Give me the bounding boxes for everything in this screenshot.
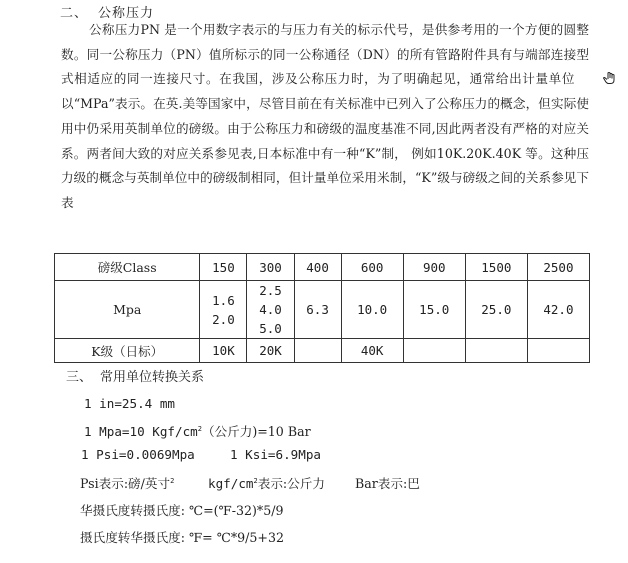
section-2-title: 公称压力 (98, 6, 155, 21)
conversion-ksi: 1 Ksi=6.9Mpa (230, 447, 321, 462)
nominal-pressure-paragraph (61, 18, 589, 216)
table-cell: 1500 (465, 254, 527, 281)
superscript: 2 (197, 424, 202, 433)
definition-kgf-a: kgf/cm (208, 476, 254, 491)
class-k-comparison-table (54, 253, 590, 363)
table-cell: 600 (341, 254, 403, 281)
table-row-class (55, 254, 590, 281)
table-cell (294, 339, 341, 363)
table-cell: 400 (294, 254, 341, 281)
definition-psi-text: Psi表示:磅/英寸 (80, 476, 171, 491)
table-cell: 300 (247, 254, 294, 281)
section-3-heading (66, 366, 204, 385)
table-cell: 40K (341, 339, 403, 363)
superscript: 2 (170, 476, 175, 485)
table-cell: 15.0 (403, 281, 465, 339)
section-3-number: 三、 (66, 370, 93, 385)
conversion-mpa-a: 1 Mpa=10 Kgf/cm (84, 424, 198, 439)
table-cell: 25.0 (465, 281, 527, 339)
superscript: 2 (253, 476, 258, 485)
definition-bar: Bar表示:巴 (355, 476, 420, 491)
table-cell (465, 339, 527, 363)
table-cell: 20K (247, 339, 294, 363)
section-2-number: 二、 (60, 6, 89, 21)
hand-cursor-icon (575, 69, 589, 83)
table-row-k (55, 339, 590, 363)
table-cell-multiline: 2.5 4.0 5.0 (259, 283, 282, 336)
table-cell: 磅级Class (55, 254, 200, 281)
paragraph-part-1: 公称压力PN 是一个用数字表示的与压力有关的标示代号，是供参考用的一个方便的圆整数。同一公称压力（PN）值所标示的同一公称通径（DN）的所有管路附件具有与端部连接型式相适应的同一连接尺寸。在我国，涉及公称压力时，为了明确起见，通常给出计量单位 (61, 22, 589, 87)
table-cell: 2500 (527, 254, 589, 281)
table-cell (200, 281, 247, 339)
table-cell: 10.0 (341, 281, 403, 339)
table-cell-multiline: 1.6 2.0 (212, 292, 235, 327)
paragraph-part-2: 以“MPa”表示。在英.美等国家中，尽管目前在有关标准中已列入了公称压力的概念，但实际使用中仍采用英制单位的磅级。由于公称压力和磅级的温度基准不同,因此两者没有严格的对应关系。两者间大致的对应关系参见表,日本标准中有一种“K”制， 例如10K.20K.40K 等。这种压力级的概念与英制单位中的磅级制相同，但计量单位采用米制，“K”级与磅级之间的关系参见下表 (61, 96, 589, 210)
section-3-title: 常用单位转换关系 (100, 370, 205, 385)
conversion-inch: 1 in=25.4 mm (84, 396, 175, 411)
conversion-f-to-c: 华摄氏度转摄氏度: ℃=(℉-32)*5/9 (80, 503, 284, 518)
conversion-c-to-f: 摄氏度转华摄氏度: ℉= ℃*9/5+32 (80, 530, 284, 545)
table-cell: 900 (403, 254, 465, 281)
conversion-mpa (84, 421, 311, 440)
table-cell: K级（日标） (55, 339, 200, 363)
definition-psi (80, 473, 174, 492)
table-cell: 150 (200, 254, 247, 281)
conversion-mpa-b: （公斤力)=10 Bar (201, 424, 311, 439)
definition-kgf-b: 表示:公斤力 (257, 476, 325, 491)
table-cell: 6.3 (294, 281, 341, 339)
definition-kgf (208, 473, 325, 492)
table-cell (527, 339, 589, 363)
conversion-psi: 1 Psi=0.0069Mpa (81, 447, 195, 462)
table-cell (247, 281, 294, 339)
table-cell (403, 339, 465, 363)
table-cell: 10K (200, 339, 247, 363)
table-cell: 42.0 (527, 281, 589, 339)
table-row-mpa (55, 281, 590, 339)
table-cell: Mpa (55, 281, 200, 339)
